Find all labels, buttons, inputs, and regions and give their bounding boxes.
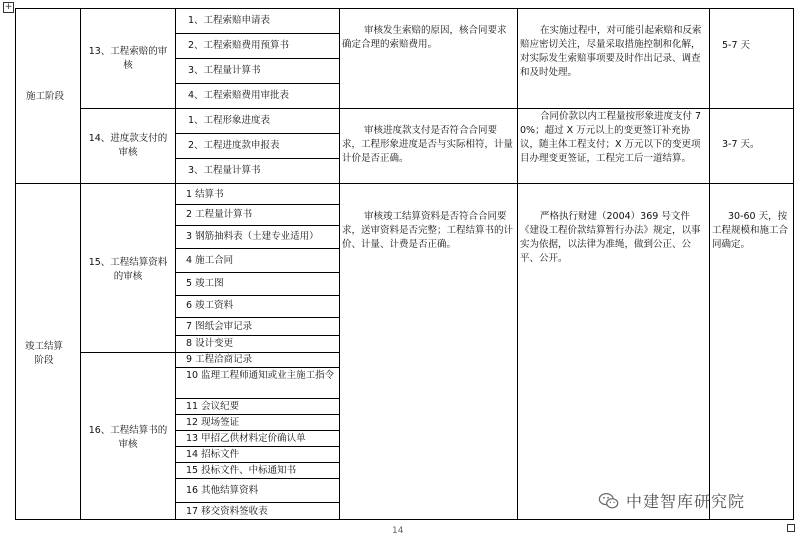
subrow-line bbox=[175, 478, 339, 479]
doc-item: 4、工程索赔费用审批表 bbox=[188, 90, 290, 101]
item-13: 13、工程索赔的审核 bbox=[88, 46, 168, 71]
subrow-line bbox=[175, 398, 339, 399]
col-line-item bbox=[175, 8, 176, 520]
item-15: 15、工程结算资料的审核 bbox=[88, 257, 168, 282]
col-line-req bbox=[709, 8, 710, 520]
doc-item: 2 工程量计算书 bbox=[186, 209, 253, 220]
doc-item: 6 竣工资料 bbox=[186, 300, 234, 311]
time-15: 30-60 天，按工程规模和施工合同确定。 bbox=[712, 211, 789, 250]
doc-item: 3 钢筋抽料表（土建专业适用） bbox=[186, 231, 319, 242]
col-line-stage bbox=[80, 8, 81, 520]
subrow-line bbox=[175, 204, 339, 205]
watermark-text: 中建智库研究院 bbox=[626, 492, 746, 511]
requirement-15: 严格执行财建（2004）369 号文件《建设工程价款结算暂行办法》规定，以事实为依据，以法律为准绳，做到公正、公平、公开。 bbox=[520, 211, 701, 264]
content-14: 审核进度款支付是否符合合同要求，工程形象进度是否与实际相符，计量计价是否正确。 bbox=[342, 125, 514, 164]
doc-item: 2、工程索赔费用预算书 bbox=[188, 40, 290, 51]
watermark bbox=[598, 489, 745, 512]
doc-item: 11 会议纪要 bbox=[186, 401, 240, 412]
doc-item: 1、工程索赔申请表 bbox=[188, 15, 271, 26]
doc-item: 17 移交资料签收表 bbox=[186, 506, 268, 517]
subrow-line bbox=[175, 317, 339, 318]
col-line-content bbox=[517, 8, 518, 520]
doc-item: 3、工程量计算书 bbox=[188, 165, 261, 176]
subrow-line bbox=[175, 33, 339, 34]
time-14: 3-7 天。 bbox=[722, 139, 760, 150]
subrow-line bbox=[175, 83, 339, 84]
subrow-line bbox=[175, 295, 339, 296]
doc-item: 15 投标文件、中标通知书 bbox=[186, 465, 297, 476]
subrow-line bbox=[175, 158, 339, 159]
doc-item: 3、工程量计算书 bbox=[188, 65, 261, 76]
content-13: 审核发生索赔的原因，核合同要求确定合理的索赔费用。 bbox=[342, 25, 507, 50]
doc-item: 14 招标文件 bbox=[186, 449, 240, 460]
table-border-right bbox=[793, 8, 794, 520]
subrow-line bbox=[175, 502, 339, 503]
doc-item: 13 甲招乙供材料定价确认单 bbox=[186, 433, 306, 444]
table-border-bottom bbox=[15, 519, 794, 520]
subrow-line bbox=[175, 272, 339, 273]
subrow-line bbox=[175, 225, 339, 226]
row-separator-13-14 bbox=[80, 108, 794, 109]
resize-handle-icon[interactable] bbox=[787, 524, 795, 532]
stage-construction: 施工阶段 bbox=[26, 91, 65, 102]
subrow-line bbox=[175, 335, 339, 336]
doc-item: 2、工程进度款申报表 bbox=[188, 140, 280, 151]
subrow-line bbox=[175, 462, 339, 463]
doc-item: 1、工程形象进度表 bbox=[188, 115, 271, 126]
item-16: 16、工程结算书的审核 bbox=[88, 425, 168, 450]
doc-item: 7 图纸会审记录 bbox=[186, 321, 253, 332]
subrow-line bbox=[175, 414, 339, 415]
subrow-line bbox=[175, 367, 339, 368]
doc-item: 5 竣工图 bbox=[186, 278, 224, 289]
doc-item: 12 现场签证 bbox=[186, 417, 240, 428]
stage-separator bbox=[15, 183, 794, 184]
doc-item: 4 施工合同 bbox=[186, 255, 234, 266]
table-border-top bbox=[15, 8, 794, 9]
doc-item: 8 设计变更 bbox=[186, 338, 234, 349]
requirement-13: 在实施过程中，对可能引起索赔和反索赔应密切关注，尽量采取措施控制和化解，对实际发生索赔事项要及时作出记录、调查和及时处理。 bbox=[520, 25, 702, 78]
doc-item: 10 监理工程师通知或业主施工指令 bbox=[186, 370, 335, 381]
subrow-line bbox=[175, 58, 339, 59]
page-number: 14 bbox=[392, 526, 404, 536]
subrow-line bbox=[175, 133, 339, 134]
move-anchor-icon[interactable]: + bbox=[4, 2, 13, 12]
col-line-docs bbox=[339, 8, 340, 520]
table-border-left bbox=[15, 8, 16, 520]
doc-item: 16 其他结算资料 bbox=[186, 485, 259, 496]
stage-completion: 竣工结算阶段 bbox=[24, 341, 63, 366]
doc-item: 1 结算书 bbox=[186, 189, 224, 200]
requirement-14: 合同价款以内工程量按形象进度支付 70%；超过 X 万元以上的变更签订补充协议，随主体工程支付；X 万元以下的变更项目办理变更签证，工程完工后一道结算。 bbox=[520, 111, 702, 164]
subrow-line bbox=[175, 446, 339, 447]
wechat-icon bbox=[598, 490, 620, 512]
subrow-line bbox=[175, 248, 339, 249]
item-14: 14、进度款支付的审核 bbox=[88, 133, 168, 158]
content-15: 审核竣工结算资料是否符合合同要求，送审资料是否完整；工程结算书的计价、计量、计费是否正确。 bbox=[342, 211, 514, 250]
subrow-line bbox=[175, 430, 339, 431]
doc-item: 9 工程洽商记录 bbox=[186, 354, 253, 365]
time-13: 5-7 天 bbox=[722, 40, 751, 51]
